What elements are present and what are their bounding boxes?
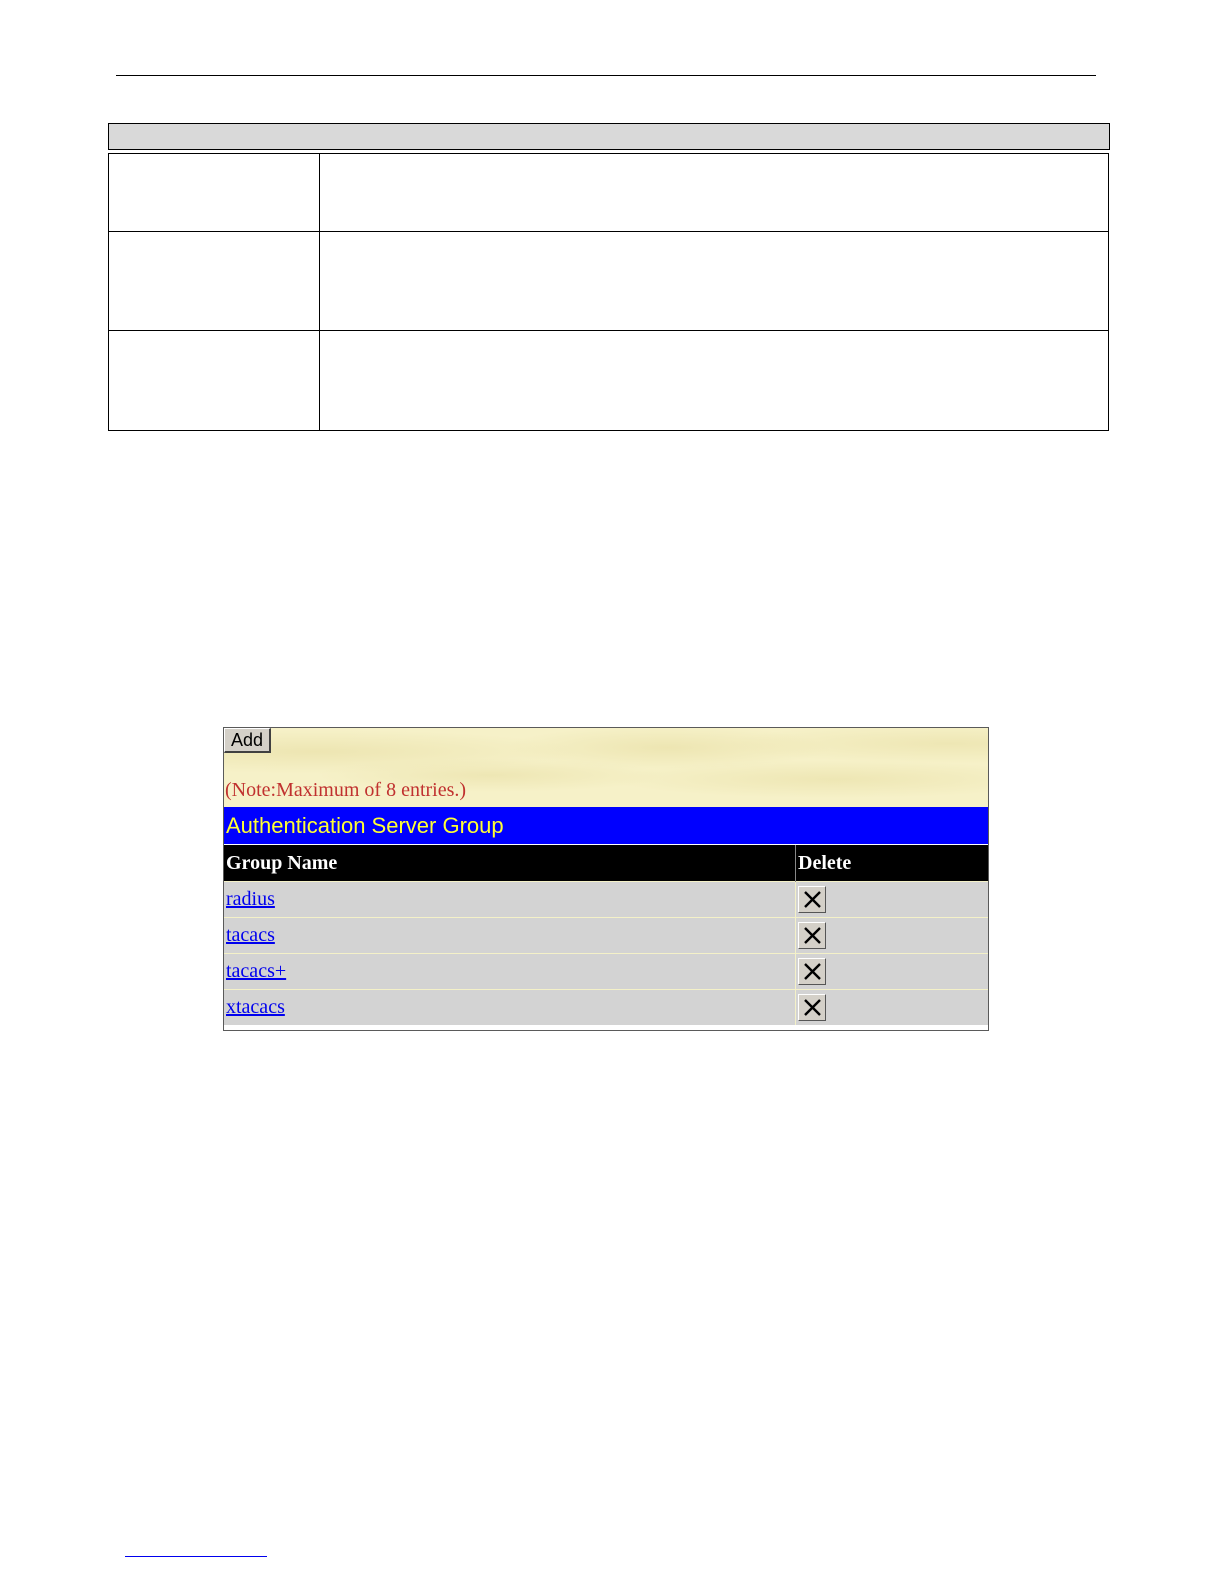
table-row	[224, 918, 988, 954]
delete-x-icon	[803, 926, 822, 945]
footer-link-underline	[125, 1556, 267, 1557]
doc-table-cell	[109, 154, 320, 232]
delete-x-icon	[803, 998, 822, 1017]
panel-toolbar	[224, 728, 988, 807]
column-header-delete: Delete	[796, 845, 989, 882]
delete-button[interactable]	[798, 886, 826, 913]
delete-cell	[796, 918, 989, 954]
doc-table-row	[109, 154, 1109, 232]
group-name-cell	[224, 918, 796, 954]
panel-title: Authentication Server Group	[224, 807, 988, 845]
add-button[interactable]: Add	[224, 728, 271, 753]
page-header-rule	[116, 75, 1096, 76]
group-name-link-xtacacs[interactable]: xtacacs	[226, 996, 285, 1018]
doc-table-row	[109, 331, 1109, 431]
delete-button[interactable]	[798, 922, 826, 949]
doc-table-header	[108, 123, 1110, 150]
column-header-group-name: Group Name	[224, 845, 796, 882]
table-row	[224, 954, 988, 990]
table-row	[224, 882, 988, 918]
server-group-table	[224, 845, 988, 1025]
delete-cell	[796, 954, 989, 990]
table-row	[224, 990, 988, 1026]
group-name-link-tacacs-[interactable]: tacacs+	[226, 960, 287, 982]
table-header-row	[224, 845, 988, 882]
max-entries-note: (Note:Maximum of 8 entries.)	[225, 779, 467, 801]
doc-table	[108, 153, 1109, 431]
group-name-cell	[224, 954, 796, 990]
authentication-server-group-panel	[223, 727, 989, 1031]
delete-x-icon	[803, 962, 822, 981]
group-name-cell	[224, 882, 796, 918]
delete-button[interactable]	[798, 958, 826, 985]
doc-table-cell	[320, 232, 1109, 331]
doc-table-cell	[320, 154, 1109, 232]
delete-cell	[796, 882, 989, 918]
delete-button[interactable]	[798, 994, 826, 1021]
group-name-cell	[224, 990, 796, 1026]
doc-table-cell	[109, 232, 320, 331]
delete-cell	[796, 990, 989, 1026]
table-body	[224, 882, 988, 1026]
doc-table-cell	[320, 331, 1109, 431]
group-name-link-radius[interactable]: radius	[226, 888, 275, 910]
delete-x-icon	[803, 890, 822, 909]
doc-table-cell	[109, 331, 320, 431]
doc-table-row	[109, 232, 1109, 331]
group-name-link-tacacs[interactable]: tacacs	[226, 924, 275, 946]
